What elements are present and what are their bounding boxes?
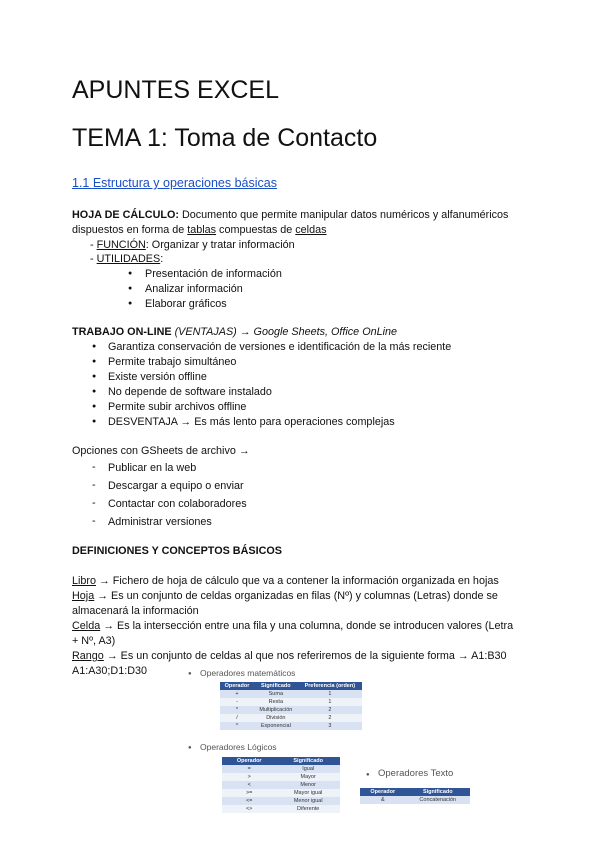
table-cell: Menor igual (276, 797, 340, 805)
funcion-label: FUNCIÓN (96, 239, 146, 251)
table-cell: Resta (254, 698, 298, 706)
table-cell: 1 (298, 698, 362, 706)
funcion-prefix: - (90, 239, 97, 251)
table-cell: = (222, 765, 276, 773)
document-title: APUNTES EXCEL (72, 76, 280, 104)
bullet-icon: ● (92, 373, 97, 380)
table-cell: División (254, 714, 298, 722)
list-item: Existe versión offline (108, 371, 207, 383)
trabajo-label: TRABAJO ON-LINE (72, 326, 172, 338)
bullet-icon: ● (188, 745, 192, 751)
definiciones-body (72, 574, 552, 679)
table-row (222, 789, 340, 797)
table-cell: - (220, 698, 254, 706)
table-cell: < (222, 781, 276, 789)
dash-icon: - (92, 515, 96, 527)
table-cell: 3 (298, 722, 362, 730)
log-table (222, 757, 340, 813)
table-cell: > (222, 773, 276, 781)
list-item: Garantiza conservación de versiones e identificación de la más reciente (108, 341, 452, 353)
trabajo-heading (72, 325, 397, 340)
list-item: Presentación de información (145, 268, 282, 280)
opciones-intro: Opciones con GSheets de archivo → (72, 445, 250, 457)
list-item: Administrar versiones (108, 516, 212, 528)
log-caption: Operadores Lógicos (200, 742, 277, 752)
table-header: Operador (360, 788, 406, 796)
definiciones-heading: DEFINICIONES Y CONCEPTOS BÁSICOS (72, 545, 282, 557)
list-item: Contactar con colaboradores (108, 498, 247, 510)
utilidades-prefix: - (90, 253, 97, 265)
table-cell: ^ (220, 722, 254, 730)
section-link[interactable]: 1.1 Estructura y operaciones básicas (72, 176, 277, 190)
table-row (220, 698, 362, 706)
table-cell: >= (222, 789, 276, 797)
table-cell: 2 (298, 706, 362, 714)
table-cell: Multiplicación (254, 706, 298, 714)
txt-table (360, 788, 470, 804)
rango-text: → Es un conjunto de celdas al que nos referiremos de la siguiente forma → A1:B30 (103, 650, 507, 662)
table-cell: Concatenación (406, 796, 470, 804)
celda-text: → Es la intersección entre una fila y una columna, donde se introducen valores (Letra (100, 620, 514, 632)
dash-icon: - (92, 497, 96, 509)
libro-label: Libro (72, 575, 97, 587)
table-row (222, 805, 340, 813)
hoja-def-text: → Es un conjunto de celdas organizadas en filas (Nº) y columnas (Letras) donde se (94, 590, 498, 602)
dash-icon: - (92, 461, 96, 473)
tema-heading: TEMA 1: Toma de Contacto (72, 124, 378, 152)
celdas-word: celdas (295, 224, 327, 236)
bullet-icon: ● (92, 418, 97, 425)
libro-text: → Fichero de hoja de cálculo que va a contener la información organizada en hojas (96, 575, 499, 587)
table-row (360, 796, 470, 804)
bullet-icon: ● (92, 343, 97, 350)
table-cell: Suma (254, 690, 298, 698)
table-cell: & (360, 796, 406, 804)
funcion-line (90, 238, 295, 253)
table-row (220, 706, 362, 714)
table-cell: + (220, 690, 254, 698)
operators-image (184, 666, 474, 836)
table-cell: Exponencial (254, 722, 298, 730)
bullet-icon: ● (188, 671, 192, 677)
bullet-icon: ● (128, 285, 133, 292)
list-item: DESVENTAJA → Es más lento para operaciones complejas (108, 416, 395, 428)
mat-caption: Operadores matemáticos (200, 668, 296, 678)
dash-icon: - (92, 479, 96, 491)
table-row (220, 722, 362, 730)
list-item: Permite trabajo simultáneo (108, 356, 237, 368)
table-header: Significado (254, 682, 298, 690)
bullet-icon: ● (92, 403, 97, 410)
hoja-def-label: Hoja (72, 590, 95, 602)
list-item: Publicar en la web (108, 462, 197, 474)
table-row (220, 714, 362, 722)
table-cell: Menor (276, 781, 340, 789)
hoja-paragraph (72, 208, 542, 238)
list-item: Analizar información (145, 283, 243, 295)
table-row (222, 781, 340, 789)
hoja-label: HOJA DE CÁLCULO: (72, 209, 179, 221)
table-cell: Igual (276, 765, 340, 773)
table-header: Preferencia (orden) (298, 682, 362, 690)
utilidades-colon: : (160, 253, 164, 265)
trabajo-suffix: (VENTAJAS) → Google Sheets, Office OnLine (171, 326, 398, 338)
list-item: Elaborar gráficos (145, 298, 227, 310)
table-row (222, 765, 340, 773)
hoja-text-1: Documento que permite manipular datos numéricos y alfanuméricos (178, 209, 509, 221)
celda-label: Celda (72, 620, 101, 632)
bullet-icon: ● (366, 772, 370, 778)
table-row (222, 773, 340, 781)
list-item: Permite subir archivos offline (108, 401, 247, 413)
tablas-word: tablas (187, 224, 217, 236)
rango-text-2: A1:A30;D1:D30 (72, 665, 148, 677)
table-cell: Mayor igual (276, 789, 340, 797)
mat-table (220, 682, 362, 730)
hoja-def-text-2: almacenará la información (72, 605, 199, 617)
list-item: Descargar a equipo o enviar (108, 480, 244, 492)
list-item: No depende de software instalado (108, 386, 272, 398)
rango-label: Rango (72, 650, 104, 662)
table-cell: Mayor (276, 773, 340, 781)
table-cell: <> (222, 805, 276, 813)
table-header: Significado (406, 788, 470, 796)
utilidades-label: UTILIDADES (96, 253, 161, 265)
funcion-text: : Organizar y tratar información (145, 239, 295, 251)
hoja-text-2a: dispuestos en forma de (72, 224, 188, 236)
table-row (220, 690, 362, 698)
table-cell: 1 (298, 690, 362, 698)
table-header: Significado (276, 757, 340, 765)
table-cell: <= (222, 797, 276, 805)
bullet-icon: ● (128, 270, 133, 277)
table-header: Operador (222, 757, 276, 765)
table-cell: * (220, 706, 254, 714)
table-row (222, 797, 340, 805)
table-header: Operador (220, 682, 254, 690)
table-cell: Diferente (276, 805, 340, 813)
txt-caption: Operadores Texto (378, 768, 454, 779)
celda-text-2: + Nº, A3) (72, 635, 116, 647)
hoja-text-2b: compuestas de (216, 224, 296, 236)
bullet-icon: ● (92, 388, 97, 395)
bullet-icon: ● (92, 358, 97, 365)
utilidades-line (90, 252, 163, 267)
table-cell: 2 (298, 714, 362, 722)
table-cell: / (220, 714, 254, 722)
bullet-icon: ● (128, 300, 133, 307)
